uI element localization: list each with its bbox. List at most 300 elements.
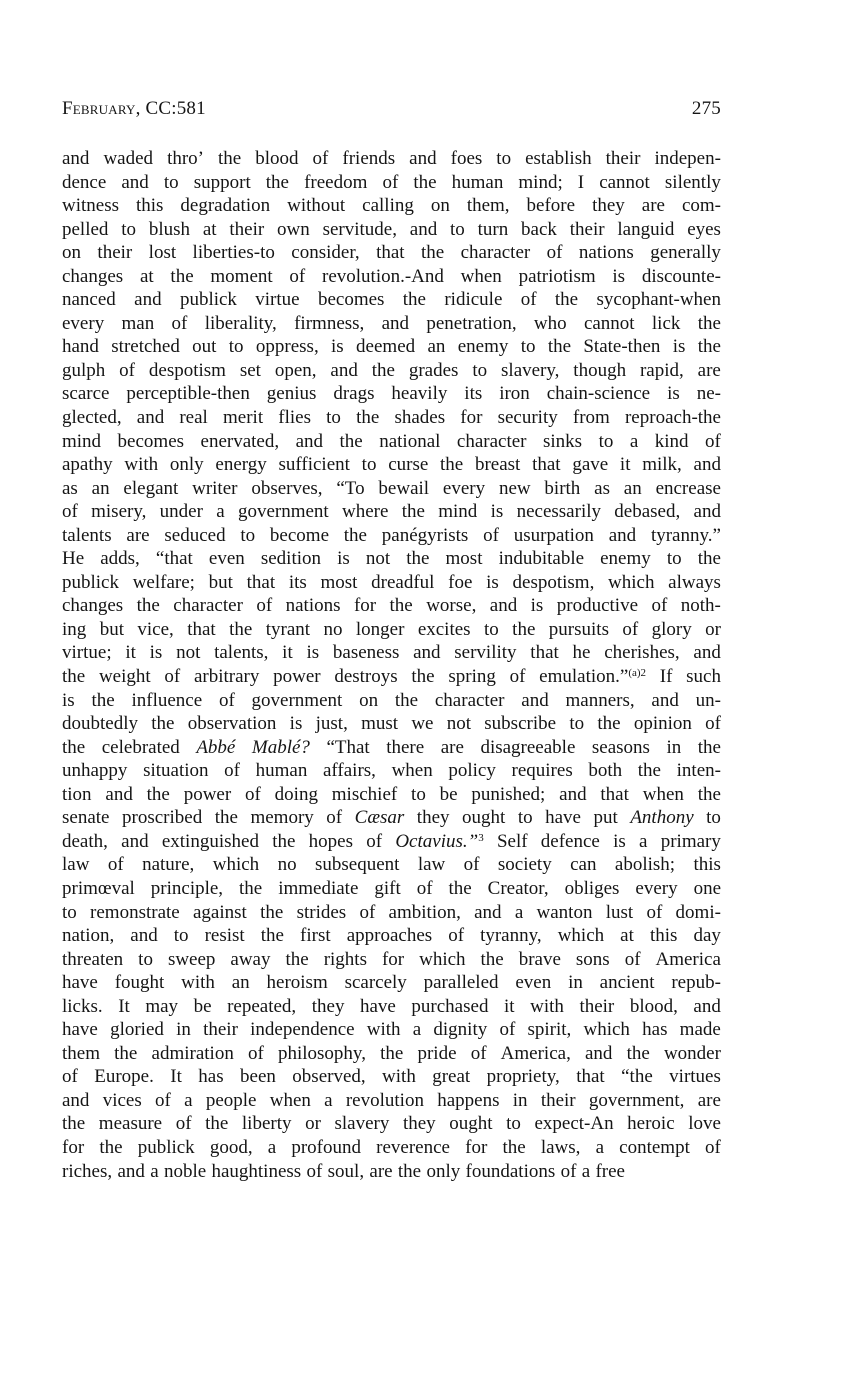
word: that [187,618,216,640]
text-line [62,712,721,736]
word: against [193,901,247,923]
word: the [420,242,445,264]
word: “that [155,548,193,570]
word: death, [62,830,108,852]
word: of [155,1089,171,1111]
word: worse, [426,595,477,617]
word: foundations [465,1160,556,1182]
word: that [530,642,559,664]
word: is [486,571,499,593]
word: publick [62,571,119,593]
word: the [448,877,472,899]
word: of [463,854,480,876]
word: calling [362,195,414,217]
word: witness [62,195,119,217]
word: as [62,477,78,499]
word: are [126,524,150,546]
word: emulation.”$^{(a)2}$ [539,666,647,688]
word: a [216,501,225,523]
word: abolish; [614,854,676,876]
word: birth [544,477,581,499]
word: eyes [687,218,721,240]
word: to [240,524,256,546]
word: human [451,171,504,193]
word: out [192,336,217,358]
word: observes, [251,477,323,499]
word: Octavius.”$^3$ [395,830,484,852]
word: merit [223,407,264,429]
word: government, [588,1089,685,1111]
word: to [62,901,77,923]
word: no [323,618,343,640]
word: friends [342,148,396,169]
word: put [593,807,618,829]
word: is [149,642,163,664]
word: It [118,995,130,1017]
word: paralleled [423,972,499,994]
word: in [666,736,682,758]
word: security [497,407,558,429]
word: opinion [633,713,692,735]
word: foe [448,571,473,593]
word: virtues [669,1066,721,1088]
word: un- [695,689,721,711]
word: their [203,1019,238,1041]
word: they [311,995,345,1017]
word: but [208,571,233,593]
word: or [305,1113,321,1135]
text-line [62,1160,721,1184]
word: the [389,595,413,617]
word: seasons [591,736,650,758]
word: virtue; [62,642,112,664]
word: heroic [627,1113,675,1135]
word: energy [215,454,267,476]
word: defence [540,830,600,852]
word: made [679,1019,721,1041]
text-line [62,382,721,406]
word: is [667,383,680,405]
word: of [224,760,240,782]
text-line [62,783,721,807]
word: always [668,571,721,593]
word: become [269,524,329,546]
word: the [205,1113,229,1135]
word: the [151,713,175,735]
word: scarce [62,383,110,405]
word: as [594,477,610,499]
text-line [62,359,721,383]
text-line [62,665,721,689]
word: to [520,336,536,358]
word: character [456,430,527,452]
word: profound [291,1136,361,1158]
word: of [520,289,537,311]
word: mind; [518,171,563,193]
word: primœval [62,877,135,899]
word: the [637,760,661,782]
word: for [353,595,377,617]
word: on [359,689,379,711]
word: are [641,195,665,217]
word: nation, [62,925,115,947]
word: of [256,595,273,617]
word: perceptible-then [126,383,250,405]
word: strides [296,901,347,923]
text-line [62,948,721,972]
word: is [62,689,75,711]
word: with [382,1066,416,1088]
word: an [91,477,110,499]
word: of [175,1113,192,1135]
word: the [440,454,464,476]
word: and [474,901,502,923]
word: revolution [345,1089,424,1111]
word: nature, [142,854,195,876]
word: to [173,925,189,947]
word: must [361,713,399,735]
word: set [239,359,261,381]
word: when [391,760,433,782]
word: writer [192,477,238,499]
word: is [672,336,686,358]
word: this [649,925,678,947]
word: it [125,642,136,664]
word: turn [477,218,509,240]
word: it [619,454,631,476]
word: measure [98,1113,163,1135]
word: the [480,948,504,970]
word: to [411,783,426,805]
word: and [693,454,721,476]
word: the [272,830,296,852]
word: soul, [327,1160,365,1182]
word: that [600,783,629,805]
word: where [342,501,389,523]
word: first [300,925,331,947]
word: of [62,501,78,523]
word: of [312,148,329,169]
word: people [205,1089,257,1111]
word: adds, [100,548,140,570]
word: can [570,854,597,876]
word: with [124,454,159,476]
word: excites [417,618,471,640]
word: only [426,1160,461,1182]
word: Cæsar [354,807,405,829]
word: of [326,807,343,829]
word: a [639,830,648,852]
word: the [554,289,579,311]
word: just, [315,713,348,735]
word: curse [388,454,429,476]
word: oppress, [255,336,319,358]
word: cannot [583,312,635,334]
word: hopes [308,830,353,852]
word: in [176,1019,191,1041]
word: when [460,265,502,287]
word: genius [266,383,317,405]
word: of [651,595,668,617]
running-header [62,98,721,120]
text-line [62,806,721,830]
word: nanced [62,289,116,311]
word: “To [336,477,365,499]
word: and [521,689,549,711]
word: the [697,736,721,758]
word: they [402,1113,436,1135]
text-line [62,477,721,501]
word: doubtedly [62,713,138,735]
text-line [62,571,721,595]
word: love [688,1113,721,1135]
word: law [417,854,446,876]
word: repub- [671,972,721,994]
word: of [705,430,721,452]
word: government [237,501,329,523]
word: shades [394,407,446,429]
word: liberties-to [192,242,275,264]
word: mind [62,430,102,452]
word: the [697,548,721,570]
word: for [62,1136,85,1158]
word: talents, [214,642,269,664]
word: a [514,901,524,923]
word: mischief [331,783,398,805]
text-line [62,288,721,312]
word: that [532,454,561,476]
word: dence [62,171,107,193]
word: heroism [266,972,328,994]
word: enemy [600,548,651,570]
word: which [557,925,605,947]
word: extinguished [161,830,259,852]
word: pursuits [548,618,609,640]
word: have [545,807,581,829]
word: observation [187,713,277,735]
word: Self [496,830,528,852]
text-line [62,689,721,713]
word: talents [62,524,112,546]
word: of [366,830,383,852]
word: for [460,407,483,429]
word: to [706,807,721,829]
word: are [440,736,464,758]
text-line [62,736,721,760]
word: debased, [614,501,681,523]
word: laws, [540,1136,581,1158]
word: scarcely [344,972,407,994]
text-line [62,1018,721,1042]
word: blood [255,148,299,169]
word: dignity [433,1019,488,1041]
word: and [136,407,165,429]
word: vices [102,1089,142,1111]
word: sons [575,948,610,970]
word: their [540,1089,576,1111]
word: remonstrate [90,901,180,923]
word: changes [62,595,124,617]
word: approaches [346,925,433,947]
word: enemy [457,336,509,358]
word: the [397,1160,422,1182]
word: the [697,312,721,334]
word: to [472,359,488,381]
word: they [416,807,450,829]
word: and [330,359,358,381]
word: a [412,1019,422,1041]
word: man [121,312,155,334]
word: requires [511,760,573,782]
word: the [285,948,309,970]
word: there [386,736,425,758]
word: to [598,430,614,452]
word: the [411,666,435,688]
word: milk, [642,454,682,476]
word: haughtiness [211,1160,302,1182]
word: He [62,548,85,570]
word: the [239,877,263,899]
word: Abbé [196,736,236,758]
word: State-then [583,336,661,358]
word: the [91,689,115,711]
word: gave [572,454,609,476]
word: a [581,1160,591,1182]
word: ing [62,618,87,640]
word: has [198,1066,224,1088]
word: to [483,618,499,640]
word: or [705,618,721,640]
text-line [62,265,721,289]
word: and [117,1160,145,1182]
word: every [62,312,105,334]
word: is [613,830,626,852]
word: are [697,1089,721,1111]
word: noble [163,1160,207,1182]
word: the [697,783,721,805]
word: tyranny.” [650,524,721,546]
word: been [240,1066,276,1088]
word: expect-An [534,1113,614,1135]
word: the [229,618,253,640]
word: the [626,1042,650,1064]
word: from [572,407,610,429]
word: necessarily [516,501,601,523]
word: may [145,995,179,1017]
word: dreadful [371,571,435,593]
word: which [419,948,466,970]
word: the [356,407,380,429]
word: be [439,783,458,805]
word: tyrant [265,618,311,640]
word: immediate [278,877,359,899]
word: sinks [543,430,583,452]
word: glected, [62,407,122,429]
word: is [289,713,303,735]
word: slavery, [501,359,560,381]
word: and [489,595,518,617]
word: is [331,336,344,358]
word: proscribed [122,807,203,829]
word: influence [131,689,203,711]
word: nations [578,242,634,264]
word: even [515,972,552,994]
word: flies [278,407,311,429]
text-line [62,1136,721,1160]
word: of [646,901,663,923]
word: this [135,195,164,217]
word: stretched [111,336,180,358]
word: and [62,1089,90,1111]
word: every [442,477,486,499]
word: character [434,689,505,711]
header-month: February, [62,98,141,119]
word: at [202,218,217,240]
text-line [62,853,721,877]
word: of [624,948,641,970]
word: of [107,854,124,876]
text-line [62,194,721,218]
word: generally [650,242,721,264]
word: of [705,1136,721,1158]
word: weight [98,666,151,688]
word: Creator, [487,877,549,899]
word: its [288,571,307,593]
word: panégyrists [381,524,469,546]
word: observed, [292,1066,366,1088]
word: It [170,1066,182,1088]
word: Anthony [630,807,694,829]
word: and [62,148,90,169]
word: admiration [151,1042,234,1064]
word: blood, [629,995,678,1017]
word: the [170,265,194,287]
word: a [184,1089,193,1111]
word: it [504,995,515,1017]
word: we [411,713,434,735]
word: blush [148,218,191,240]
word: wanton [536,901,593,923]
word: deemed [356,336,416,358]
word: contempt [619,1136,690,1158]
word: the [597,713,621,735]
word: not [446,713,472,735]
word: which [212,854,260,876]
word: to [496,148,512,169]
word: breast [474,454,521,476]
word: publick [179,289,237,311]
text-line [62,171,721,195]
word: them [62,1042,100,1064]
word: obliges [564,877,620,899]
word: to [138,948,153,970]
word: support [193,171,251,193]
word: without [287,195,346,217]
word: to [228,336,244,358]
text-line [62,971,721,995]
word: with [366,1019,401,1041]
word: ne- [696,383,721,405]
word: destroys [334,666,398,688]
word: pride [417,1042,457,1064]
word: liberality, [204,312,277,334]
word: despotism [148,359,226,381]
word: languid [617,218,675,240]
word: repeated, [227,995,297,1017]
word: new [498,477,531,499]
text-line [62,218,721,242]
text-line [62,241,721,265]
